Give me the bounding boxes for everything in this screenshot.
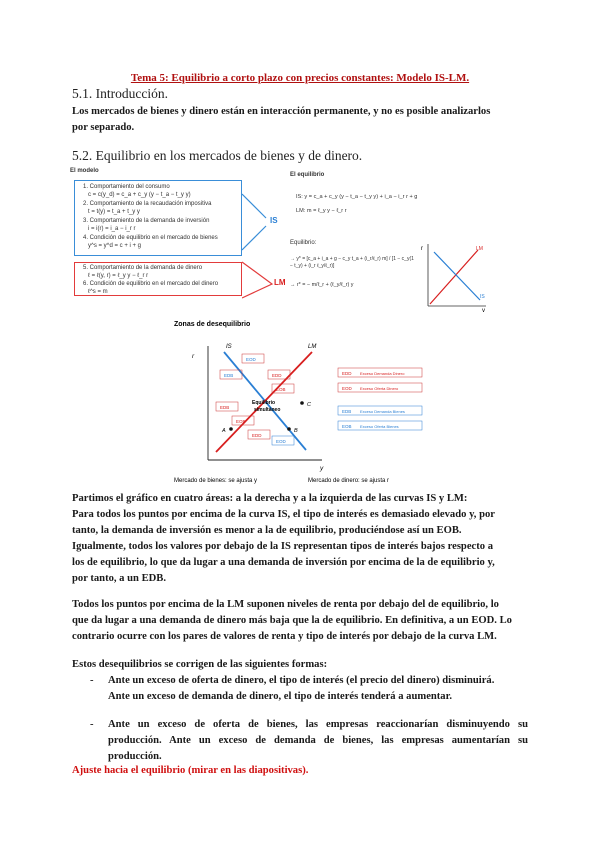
y-star-formula: → y* = [c_a + i_a + g − c_y t_a + (i_r/ℓ_r) m] / [1 − c_y(1 − t_y) + (i_r ℓ_y/ℓ_r)] [290, 256, 414, 269]
point-b-label: B [294, 428, 298, 434]
lm-box [74, 262, 242, 296]
zones-lm-label: LM [308, 344, 317, 350]
model-figure [70, 168, 290, 318]
equilibrium-sub-label: Equilibrio: [290, 240, 317, 246]
point-a-label: A [222, 428, 226, 434]
point-c-label: C [307, 402, 311, 408]
mini-lm-label: LM [476, 246, 483, 252]
lm-tag: LM [274, 278, 286, 287]
lm-equation: LM: m = ℓ_y y − ℓ_r r [296, 208, 347, 214]
legend-2-text: Exceso Oferta Dinero [360, 386, 399, 391]
zones-r-label: r [192, 353, 195, 360]
legend-1-text: Exceso Demanda Dinero [360, 371, 405, 376]
zone-box-3: EDD [272, 373, 282, 378]
mini-islm-chart [420, 240, 490, 312]
eq-label-2: simultáneo [254, 407, 281, 413]
disequilibrium-diagram [172, 318, 428, 488]
is-tag: IS [270, 216, 278, 225]
para-2-line-1: Para todos los puntos por encima de la curva IS, el tipo de interés es demasiado elevado y, por [72, 509, 495, 520]
intro-line-2: por separado. [72, 122, 135, 133]
zone-box-5: EDB [220, 405, 230, 410]
page-title: Tema 5: Equilibrio a corto plazo con precios constantes: Modelo IS-LM. [130, 72, 470, 84]
bullet-2-line-3: producción. [108, 751, 162, 762]
zone-box-6: EOB [236, 419, 246, 424]
legend-3-text: Exceso Demanda Bienes [360, 409, 405, 414]
red-note: Ajuste hacia el equilibrio (mirar en las diapositivas). [72, 765, 309, 776]
point-b [287, 427, 291, 431]
is-item-4: 4. Condición de equilibrio en el mercado de bienes y^s = y^d = c + i + g [83, 235, 218, 249]
zone-box-8: EOD [276, 439, 286, 444]
para-3-line-1: Igualmente, todos los valores por debajo de la IS representan tipos de interés bajos respecto a [72, 541, 494, 552]
zone-box-7: EDD [252, 433, 262, 438]
para-4-line-2: que da lugar a una demanda de dinero más baja que la de equilibrio. En definitiva, a un EOD. Lo [72, 615, 512, 626]
caption-left: Mercado de bienes: se ajusta y [174, 478, 258, 484]
para-3-line-2: los de equilibrio, lo que da lugar a una demanda de inversión por encima de la de equilibrio y, [72, 557, 495, 568]
para-4-line-3: contrario ocurre con los pares de valores de renta y tipo de interés por debajo de la curva LM. [72, 631, 497, 642]
zones-legend [338, 368, 422, 430]
para-5: Estos desequilibrios se corrigen de las siguientes formas: [72, 659, 328, 670]
zones-title: Zonas de desequilibrio [174, 321, 251, 328]
legend-4-text: Exceso Oferta Bienes [360, 424, 399, 429]
para-3-line-3: por tanto, a un EDB. [72, 573, 166, 584]
is-item-1: 1. Comportamiento del consumo c = c(y_d) = c_a + c_y (y − t_a − t_y y) [83, 184, 191, 198]
para-4-line-1: Todos los puntos por encima de la LM suponen niveles de renta por debajo del de equilibrio, lo [72, 599, 499, 610]
mini-is-curve [434, 252, 480, 300]
mini-y-label: y [482, 308, 485, 312]
legend-4-code: EOB [342, 424, 352, 429]
mini-lm-curve [430, 250, 478, 304]
bullet-2-line-2: producción. Ante un exceso de demanda de bienes, las empresas aumentarían su [108, 735, 528, 746]
is-box [74, 180, 242, 256]
section-5-2-heading: 5.2. Equilibrio en los mercados de bienes y de dinero. [72, 148, 363, 163]
is-item-3: 3. Comportamiento de la demanda de inversión i = i(r) = i_a − i_r r [83, 218, 210, 232]
para-1: Partimos el gráfico en cuatro áreas: a la derecha y a la izquierda de las curvas IS y LM: [72, 493, 468, 504]
bullet-2-dash: - [90, 719, 94, 730]
point-c [300, 401, 304, 405]
eq-label-1: Equilibrio [252, 400, 276, 406]
zone-box-1: EOD [246, 357, 256, 362]
equilibrium-label: El equilibrio [290, 172, 325, 178]
point-a [229, 427, 233, 431]
r-star-formula: → r* = − m/ℓ_r + (ℓ_y/ℓ_r) y [290, 282, 354, 288]
lm-item-1: 5. Comportamiento de la demanda de dinero ℓ = ℓ(y, r) = ℓ_y y − ℓ_r r [83, 265, 203, 279]
is-equation: IS: y = c_a + c_y (y − t_a − t_y y) + i_a − i_r r + g [296, 194, 418, 200]
zones-is-label: IS [226, 344, 232, 350]
model-label: El modelo [70, 168, 99, 174]
zone-box-2: EDB [224, 373, 234, 378]
caption-right: Mercado de dinero: se ajusta r [308, 478, 390, 484]
bullet-1-line-1: Ante un exceso de oferta de dinero, el tipo de interés (el precio del dinero) disminuirá. [108, 675, 495, 686]
is-item-2: 2. Comportamiento de la recaudación impositiva t = t(y) = t_a + t_y y [83, 201, 212, 215]
bullet-2-line-1: Ante un exceso de oferta de bienes, las empresas reaccionarían disminuyendo su [108, 719, 528, 730]
para-2-line-2: tanto, la demanda de inversión es menor a la de equilibrio, produciéndose así un EOB. [72, 525, 462, 536]
mini-is-label: IS [480, 294, 485, 300]
section-5-1-heading: 5.1. Introducción. [72, 86, 168, 101]
mini-r-label: r [421, 246, 423, 252]
bullet-1-line-2: Ante un exceso de demanda de dinero, el tipo de interés tenderá a aumentar. [108, 691, 452, 702]
intro-line-1: Los mercados de bienes y dinero están en interacción permanente, y no es posible analizarlos [72, 106, 491, 117]
lm-item-2: 6. Condición de equilibrio en el mercado del dinero ℓ^s = m [83, 281, 219, 295]
legend-1-code: EDD [342, 371, 352, 376]
legend-2-code: EOD [342, 386, 352, 391]
bullet-1-dash: - [90, 675, 94, 686]
zones-y-label: y [320, 465, 324, 472]
legend-3-code: EDB [342, 409, 352, 414]
zone-box-4: EOB [276, 387, 286, 392]
